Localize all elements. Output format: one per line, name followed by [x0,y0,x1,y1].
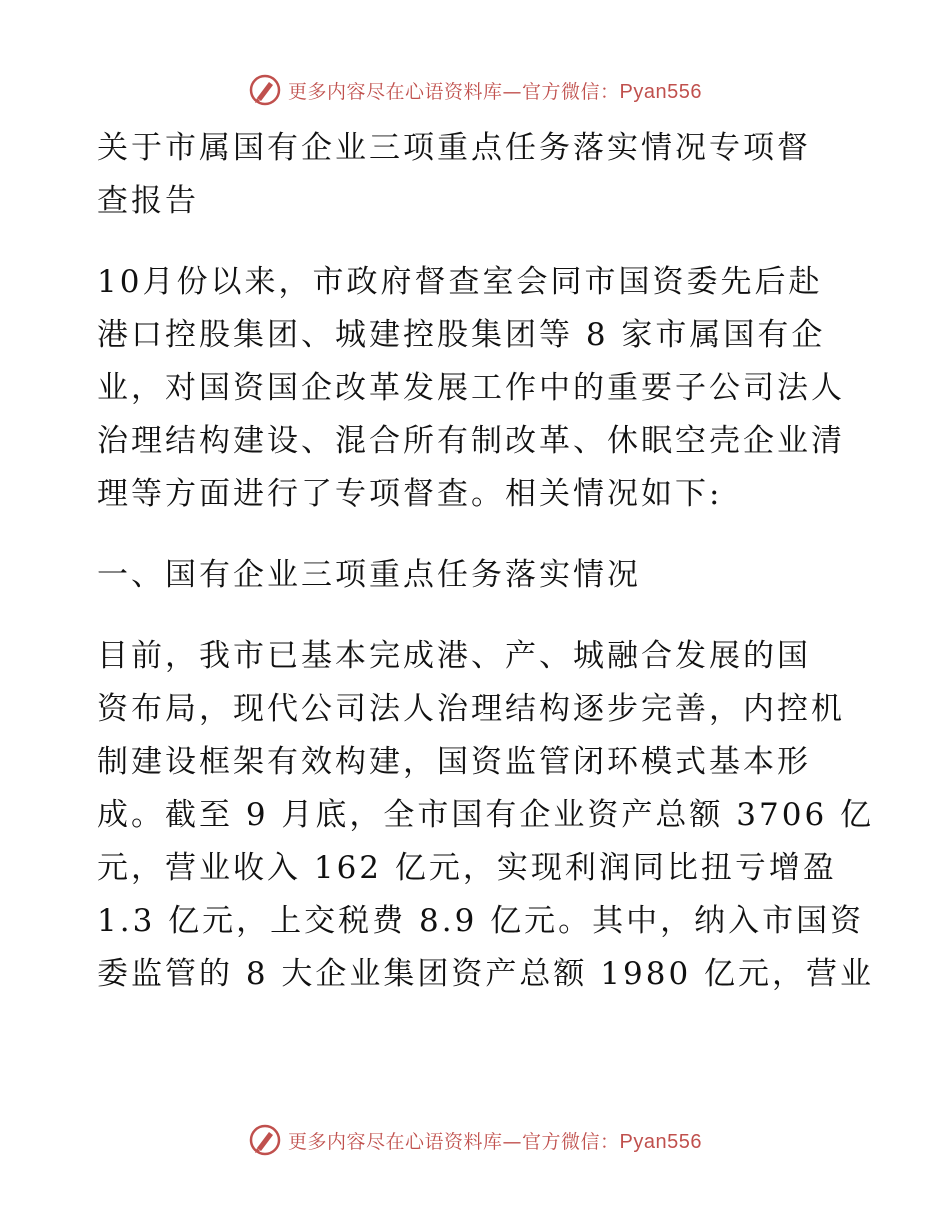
text-line: 1.3 亿元，上交税费 8.9 亿元。其中，纳入市国资 [97,903,865,939]
pen-logo-icon [248,1123,282,1157]
paragraph-intro [97,256,857,521]
text-line: 10月份以来，市政府督查室会同市国资委先后赴 [97,264,823,300]
document-title [97,122,857,228]
header-watermark [0,70,950,110]
text-line: 治理结构建设、混合所有制改革、休眠空壳企业清 [97,423,845,459]
text-line: 制建设框架有效构建，国资监管闭环模式基本形 [97,744,811,780]
title-line: 关于市属国有企业三项重点任务落实情况专项督 [97,130,811,166]
section-heading: 一、国有企业三项重点任务落实情况 [97,557,641,593]
text-line: 委监管的 8 大企业集团资产总额 1980 亿元，营业 [97,956,875,992]
text-line: 目前，我市已基本完成港、产、城融合发展的国 [97,638,811,674]
title-line: 查报告 [97,183,199,219]
watermark-text: 更多内容尽在心语资料库—官方微信：Pyan556 [288,1130,702,1153]
footer-watermark [0,1120,950,1160]
paragraph-status [97,630,875,1001]
text-line: 理等方面进行了专项督查。相关情况如下: [97,476,723,512]
text-line: 成。截至 9 月底，全市国有企业资产总额 3706 亿 [97,797,875,833]
pen-logo-icon [248,73,282,107]
text-line: 港口控股集团、城建控股集团等 8 家市属国有企 [97,317,826,353]
document-body [97,122,875,1001]
text-line: 资布局，现代公司法人治理结构逐步完善，内控机 [97,691,845,727]
watermark-text: 更多内容尽在心语资料库—官方微信：Pyan556 [288,80,702,103]
text-line: 业，对国资国企改革发展工作中的重要子公司法人 [97,370,845,406]
text-line: 元，营业收入 162 亿元，实现利润同比扭亏增盈 [97,850,837,886]
